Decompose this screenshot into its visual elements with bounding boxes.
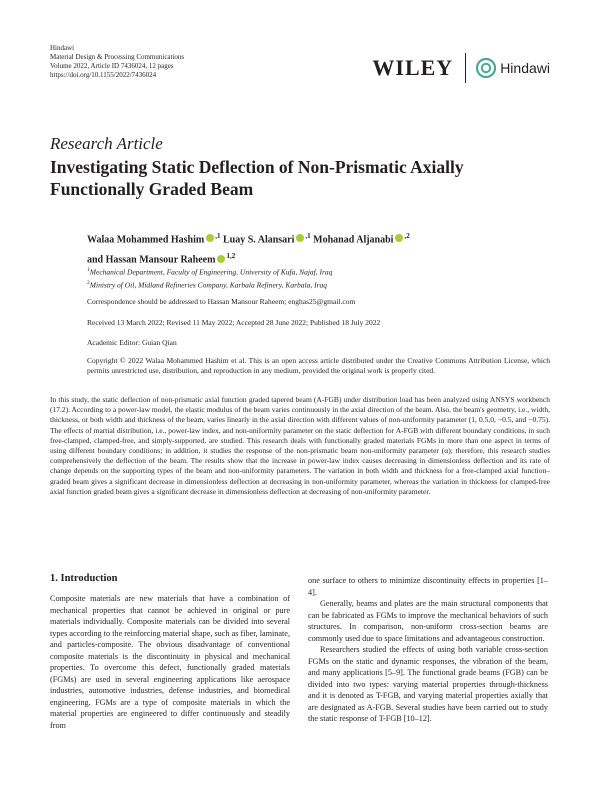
orcid-icon[interactable] xyxy=(217,255,225,263)
hindawi-wordmark: Hindawi xyxy=(500,60,550,76)
affiliation-item xyxy=(87,278,550,291)
journal-doi[interactable]: https://doi.org/10.1155/2022/7436024 xyxy=(50,71,157,79)
body-paragraph: Researchers studied the effects of using both variable cross-section FGMs on the static and dynamic responses, the vibration of the beam, and many applications [5–9]. The functional grade beams (FGB) can be divided into two types: varying material properties through-thickness and it is denoted as T-FGB, and varying material properties axially that are designated as A-FGB. Several studies have been carried out to study the static response of T-FGB [10–12]. xyxy=(308,645,548,723)
license-statement: Copyright © 2022 Walaa Mohammed Hashim et al. This is an open access article distributed under the Creative Commons Attribution License, which permits unrestricted use, distribution, and reproduction in any medium, provided the original work is properly cited. xyxy=(87,356,550,375)
orcid-icon[interactable] xyxy=(296,234,304,242)
author-affiliation-marker: 1,2 xyxy=(226,252,236,261)
author-name: Mohanad Aljanabi xyxy=(313,234,394,246)
author-affiliation-marker: ,2 xyxy=(404,232,410,240)
article-title: Investigating Static Deflection of Non-Prismatic Axially Functionally Graded Beam xyxy=(50,157,464,199)
journal-name: Material Design & Processing Communications xyxy=(50,53,185,61)
body-column-left xyxy=(50,593,290,731)
affiliations xyxy=(87,265,550,290)
affiliation-number: 2 xyxy=(87,279,90,286)
abstract: In this study, the static deflection of non-prismatic axial function graded tapered beam (A-FGB) under distribution load has been analyzed using ANSYS workbench (17.2). According to a power-law model, the elastic modulus of the beam varies continuously in the axial direction of the beam. Also, the beam's geometry, i.e., width, thickness, or both width and thickness of the beam, varies linearly in the axial direction with different values of non-uniformity parameter (1, 0.5,0, −0.5, and −0.75). The effects of martial distribution, i.e., power-law index, and non-uniformity parameter on the static deflection for A-FGB with different boundary conditions, in such free-clamped, clamped-free, and simply-supported, are studied. This research deals with functionally graded materials FGMs in more than one aspect in terms of using different boundary conditions; in addition, it studies the response of the non-prismatic beam non-uniformity parameter (α); therefore, this research studies comprehensively the deflection of the beam. The results show that the increase in power-law index causes decreasing in dimensionless deflection and its rate of change depends on the supporting types of the beam and non-uniformity parameters. The variation in both width and thickness for a free-clamped axial function–graded beam gives a significant decrease in dimensionless deflection at decreasing in non-uniformity parameter, whereas the variation in thickness for clamped-free axial function graded beam gives a significant decrease in dimensionless deflection at decreasing of non-uniformity parameter. xyxy=(50,395,550,496)
orcid-icon[interactable] xyxy=(206,234,214,242)
wiley-logo: WILEY xyxy=(372,55,454,80)
affiliation-item xyxy=(87,265,550,278)
affiliation-text: Mechanical Department, Faculty of Engineering, University of Kufa, Najaf, Iraq xyxy=(89,267,333,277)
publisher-logos xyxy=(372,50,550,86)
orcid-icon[interactable] xyxy=(395,234,403,242)
section-heading: 1. Introduction xyxy=(50,573,118,584)
publication-dates: Received 13 March 2022; Revised 11 May 2022; Accepted 28 June 2022; Published 18 July 2022 xyxy=(87,318,381,327)
author-affiliation-marker: ,1 xyxy=(215,232,221,240)
journal-info xyxy=(50,44,184,80)
author-name: and Hassan Mansour Raheem xyxy=(87,254,216,266)
journal-volume: Volume 2022, Article ID 7436024, 12 pages xyxy=(50,62,174,70)
author-name: Luay S. Alansari xyxy=(222,234,295,246)
body-paragraph: Generally, beams and plates are the main structural components that can be fabricated as FGMs to improve the mechanical behaviors of such structures. In comparison, non-uniform cross-section beams are commonly used due to space limitations and advantageous construction. xyxy=(308,599,548,643)
masthead xyxy=(50,44,550,104)
body-paragraph: one surface to others to minimize discontinuity effects in properties [1–4]. xyxy=(308,576,548,597)
author-list xyxy=(87,228,557,269)
affiliation-text: Ministry of Oil, Midland Refineries Company, Karbala Refinery, Karbala, Iraq xyxy=(89,280,328,289)
academic-editor: Academic Editor: Guian Qian xyxy=(87,338,177,347)
body-column-right xyxy=(308,575,548,725)
body-paragraph: Composite materials are new materials that have a combination of mechanical properties that cannot be achieved in original or pure materials individually. Composite materials can be divided into several types according to the reinforcing material shape, such as fiber, laminate, and particles-composite. The obvious disadvantage of conventional composite materials is the discontinuity in physical and mechanical properties. To overcome this defect, functionally graded materials (FGMs) are used in several engineering applications like aerospace industries, automotive industries, defense industries, and biomedical engineering. FGMs are a type of composite materials in which the material properties are engineered to differ continuously and steadily from xyxy=(50,594,290,730)
logo-divider xyxy=(465,53,466,83)
article-type: Research Article xyxy=(50,134,163,153)
author-affiliation-marker: ,1 xyxy=(305,232,311,240)
hindawi-logo xyxy=(476,58,550,78)
affiliation-number: 1 xyxy=(87,267,90,273)
journal-publisher: Hindawi xyxy=(50,44,75,52)
correspondence: Correspondence should be addressed to Hassan Mansour Raheem; enghas25@gmail.com xyxy=(87,297,356,306)
author-name: Walaa Mohammed Hashim xyxy=(87,234,205,246)
hindawi-mark-icon xyxy=(476,58,496,78)
